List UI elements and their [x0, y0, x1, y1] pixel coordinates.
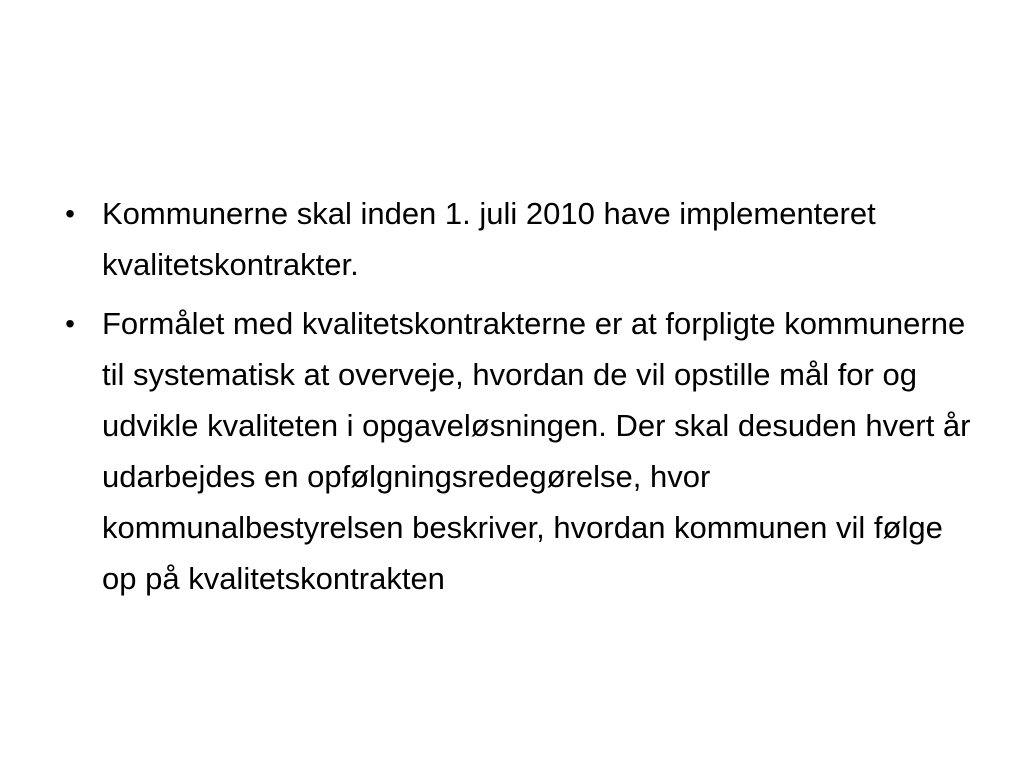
bullet-item-deadline — [60, 188, 980, 290]
slide-body — [60, 188, 980, 612]
bullet-list — [60, 188, 980, 604]
bullet-text: Kommunerne skal inden 1. juli 2010 have implementeret kvalitetskontrakter. — [102, 196, 876, 282]
bullet-text: Formålet med kvalitetskontrakterne er at forpligte kommunerne til systematisk at overveje, hvordan de vil opstille mål for og udvikle kvaliteten i opgaveløsningen. Der skal desuden hvert år udarbejdes en opfølgningsredegørelse, hvor kommunalbestyrelsen beskriver, hvordan kommunen vil følge op på kvalitetskontrakten — [102, 306, 971, 596]
bullet-dot-icon: • — [65, 308, 75, 339]
bullet-item-purpose — [60, 298, 980, 604]
bullet-dot-icon: • — [65, 198, 75, 229]
